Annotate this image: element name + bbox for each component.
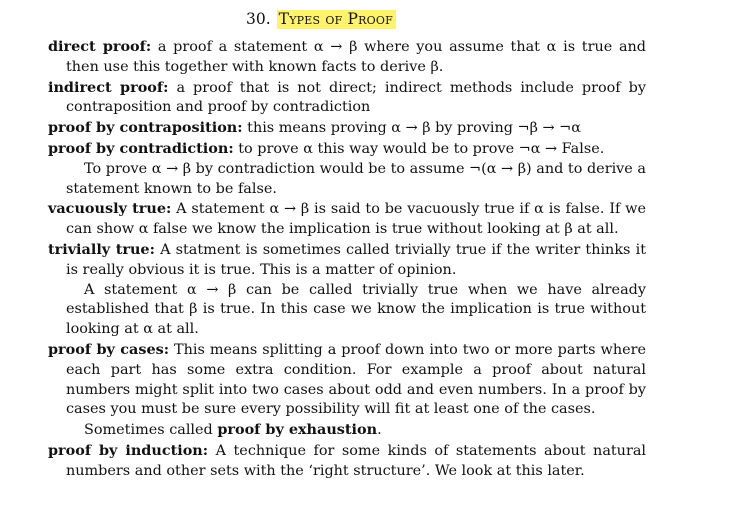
entry-proof-by-contradiction — [48, 139, 646, 199]
term-proof-by-contradiction: proof by contradiction: — [48, 139, 234, 157]
term-indirect-proof: indirect proof: — [48, 78, 169, 96]
definition-trivially-true: A statment is sometimes called trivially true if the writer thinks it is really obvious it is true. This is a matter of opinion. — [66, 241, 646, 278]
definition-list — [48, 37, 646, 482]
paragraph-proof-by-exhaustion — [66, 420, 646, 441]
definition-proof-by-contradiction: to prove α this way would be to prove ¬α → False. — [238, 140, 605, 157]
entry-indirect-proof — [48, 78, 646, 119]
entry-trivially-true — [48, 240, 646, 340]
term-proof-by-induction: proof by induction: — [48, 441, 209, 459]
definition-indirect-proof: a proof that is not direct; indirect methods include proof by contraposition and proof by contradiction — [66, 79, 646, 116]
term-proof-by-cases: proof by cases: — [48, 340, 170, 358]
exhaustion-prefix: Sometimes called — [84, 422, 213, 439]
definition-proof-by-contraposition: this means proving α → β by proving ¬β → ¬α — [247, 120, 581, 137]
term-proof-by-exhaustion: proof by exhaustion — [217, 421, 378, 439]
definition-direct-proof: a proof a statement α → β where you assume that α is true and then use this together with known facts to derive β. — [66, 39, 647, 75]
term-trivially-true: trivially true: — [48, 240, 155, 258]
exhaustion-suffix: . — [377, 422, 382, 439]
entry-proof-by-cases — [48, 340, 646, 441]
paragraph-trivially-true-detail: A statement α → β can be called trivially true when we have already established that β is true. In this case we know the implication is true without looking at α at all. — [66, 281, 646, 338]
section-title-highlighted: Types of Proof — [277, 10, 396, 29]
entry-proof-by-contraposition — [48, 118, 646, 139]
entry-direct-proof — [48, 37, 646, 78]
definition-proof-by-induction: A technique for some kinds of statements about natural numbers and other sets with the ‘right structure’. We look at this later. — [66, 442, 647, 479]
section-number: 30. — [246, 10, 271, 28]
term-proof-by-contraposition: proof by contraposition: — [48, 119, 243, 137]
definition-proof-by-cases: This means splitting a proof down into two or more parts where each part has some extra condition. For example a proof about natural numbers might split into two cases about odd and even numbers. In a proof by cases you must be sure every possibility will fit at least one of the cases. — [66, 341, 646, 418]
section-heading — [246, 9, 396, 29]
entry-proof-by-induction — [48, 441, 646, 482]
definition-vacuously-true: A statement α → β is said to be vacuously true if α is false. If we can show α false we know the implication is true without looking at β at all. — [66, 201, 646, 238]
term-vacuously-true: vacuously true: — [48, 200, 172, 218]
paragraph-contradiction-detail: To prove α → β by contradiction would be to assume ¬(α → β) and to derive a statement known to be false. — [66, 160, 646, 197]
entry-vacuously-true — [48, 199, 646, 240]
term-direct-proof: direct proof: — [48, 38, 152, 55]
